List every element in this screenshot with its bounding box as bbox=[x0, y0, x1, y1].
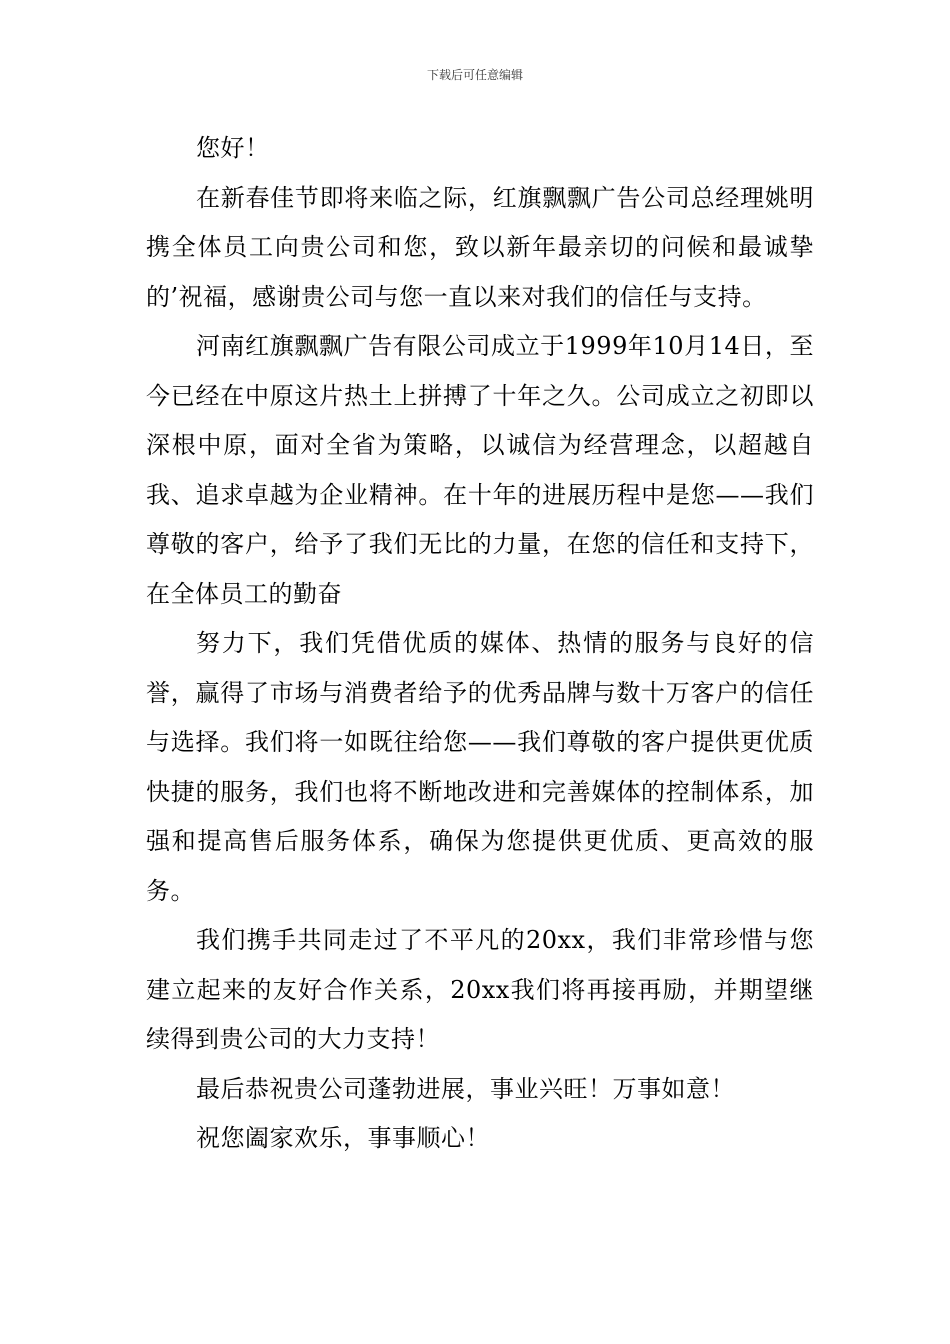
letter-body bbox=[146, 124, 814, 1164]
greeting: 您好！ bbox=[196, 134, 270, 162]
paragraph-services: 努力下，我们凭借优质的媒体、热情的服务与良好的信誉，赢得了市场与消费者给予的优秀品牌与数十万客户的信任与选择。我们将一如既往给您——我们尊敬的客户提供更优质快捷的服务，我们也将不断地改进和完善媒体的控制体系，加强和提高售后服务体系，确保为您提供更优质、更高效的服务。 bbox=[146, 629, 814, 905]
paragraph-cooperation: 我们携手共同走过了不平凡的20xx，我们非常珍惜与您建立起来的友好合作关系，20xx我们将再接再励，并期望继续得到贵公司的大力支持！ bbox=[146, 926, 814, 1053]
paragraph-new-year-wishes: 在新春佳节即将来临之际，红旗飘飘广告公司总经理姚明携全体员工向贵公司和您，致以新年最亲切的问候和最诚挚的’祝福，感谢贵公司与您一直以来对我们的信任与支持。 bbox=[146, 183, 814, 311]
closing-wish-company: 最后恭祝贵公司蓬勃进展，事业兴旺！万事如意！ bbox=[196, 1074, 735, 1103]
paragraph-company-history: 河南红旗飘飘广告有限公司成立于1999年10月14日，至今已经在中原这片热土上拼搏了十年之久。公司成立之初即以深根中原，面对全省为策略，以诚信为经营理念，以超越自我、追求卓越为企业精神。在十年的进展历程中是您——我们尊敬的客户，给予了我们无比的力量，在您的信任和支持下，在全体员工的勤奋 bbox=[146, 332, 814, 608]
header-note: 下载后可任意编辑 bbox=[426, 68, 523, 82]
closing-wish-family: 祝您阖家欢乐，事事顺心！ bbox=[196, 1124, 490, 1152]
